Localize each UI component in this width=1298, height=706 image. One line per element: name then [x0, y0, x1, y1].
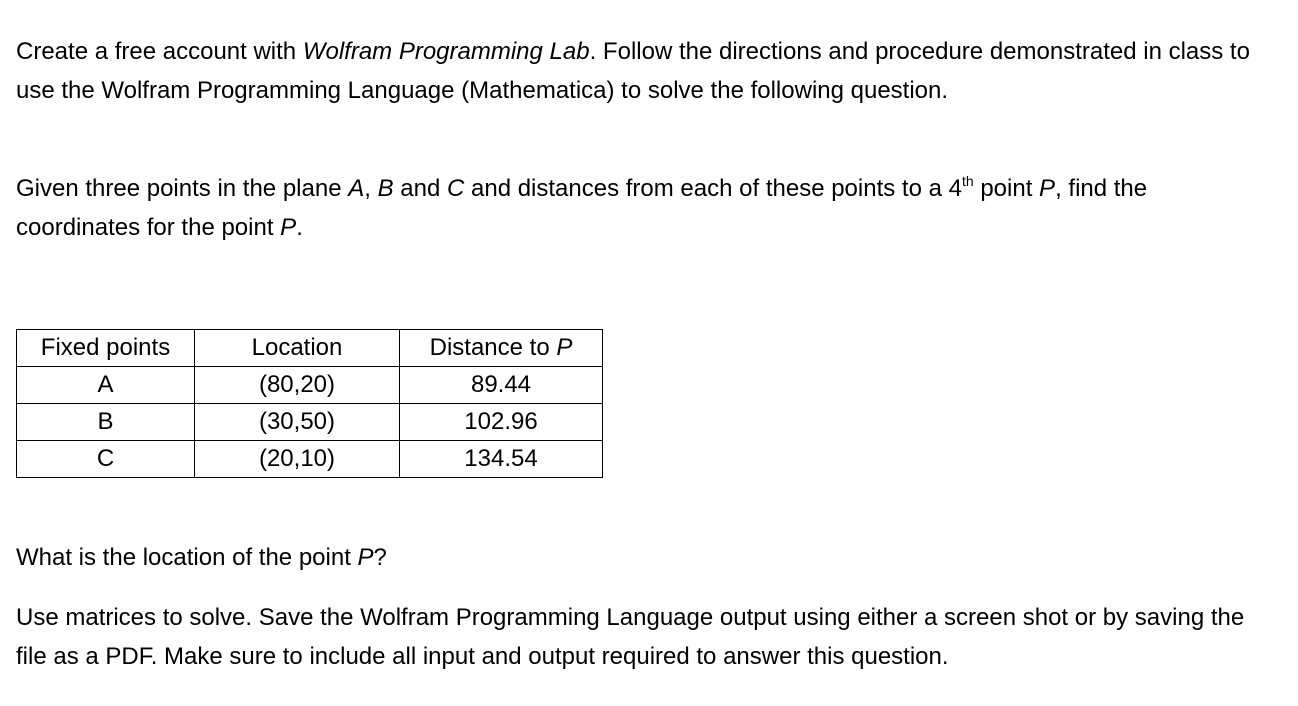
header-distance-var: P [556, 334, 573, 361]
intro-text-2: . Follow the directions and procedure demonstrated in class to use the Wolfram Programming Language (Mathematica) to solve the following question. [16, 38, 1250, 104]
given-text-6: , find the coordinates for the point [16, 175, 1148, 241]
intro-paragraph [16, 32, 1266, 110]
question-paragraph [16, 538, 1266, 577]
cell-location: (80,20) [195, 367, 400, 404]
intro-text-1: Create a free account with [16, 38, 303, 65]
question-text-2: ? [373, 544, 387, 571]
given-paragraph [16, 169, 1266, 247]
given-text-1: Given three points in the plane [16, 175, 349, 202]
var-a: A [348, 175, 365, 202]
header-location: Location [195, 330, 400, 367]
lab-name: Wolfram Programming Lab [302, 38, 590, 65]
header-fixed-points: Fixed points [17, 330, 195, 367]
given-text-5: point [973, 175, 1040, 202]
given-text-7: . [296, 214, 303, 241]
cell-distance: 102.96 [400, 404, 603, 441]
table-row [17, 441, 603, 478]
question-var-p: P [357, 544, 374, 571]
given-text-3: and [393, 175, 447, 202]
cell-point: A [17, 367, 195, 404]
cell-location: (20,10) [195, 441, 400, 478]
var-c: C [446, 175, 465, 202]
var-p-2: P [280, 214, 297, 241]
fixed-points-table [16, 329, 603, 478]
instructions-paragraph: Use matrices to solve. Save the Wolfram Programming Language output using either a screen shot or by saving the file as a PDF. Make sure to include all input and output required to answer this question. [16, 604, 1245, 670]
header-distance [400, 330, 603, 367]
table-header-row [17, 330, 603, 367]
cell-point: C [17, 441, 195, 478]
question-text-1: What is the location of the point [16, 544, 358, 571]
var-p: P [1039, 175, 1056, 202]
cell-distance: 134.54 [400, 441, 603, 478]
header-distance-text: Distance to [429, 334, 557, 361]
cell-location: (30,50) [195, 404, 400, 441]
cell-point: B [17, 404, 195, 441]
given-text-4: and distances from each of these points to a 4 [464, 175, 962, 202]
cell-distance: 89.44 [400, 367, 603, 404]
var-b: B [377, 175, 394, 202]
table-row [17, 367, 603, 404]
given-text-2: , [364, 175, 378, 202]
table-row [17, 404, 603, 441]
ordinal-suffix: th [961, 173, 974, 189]
